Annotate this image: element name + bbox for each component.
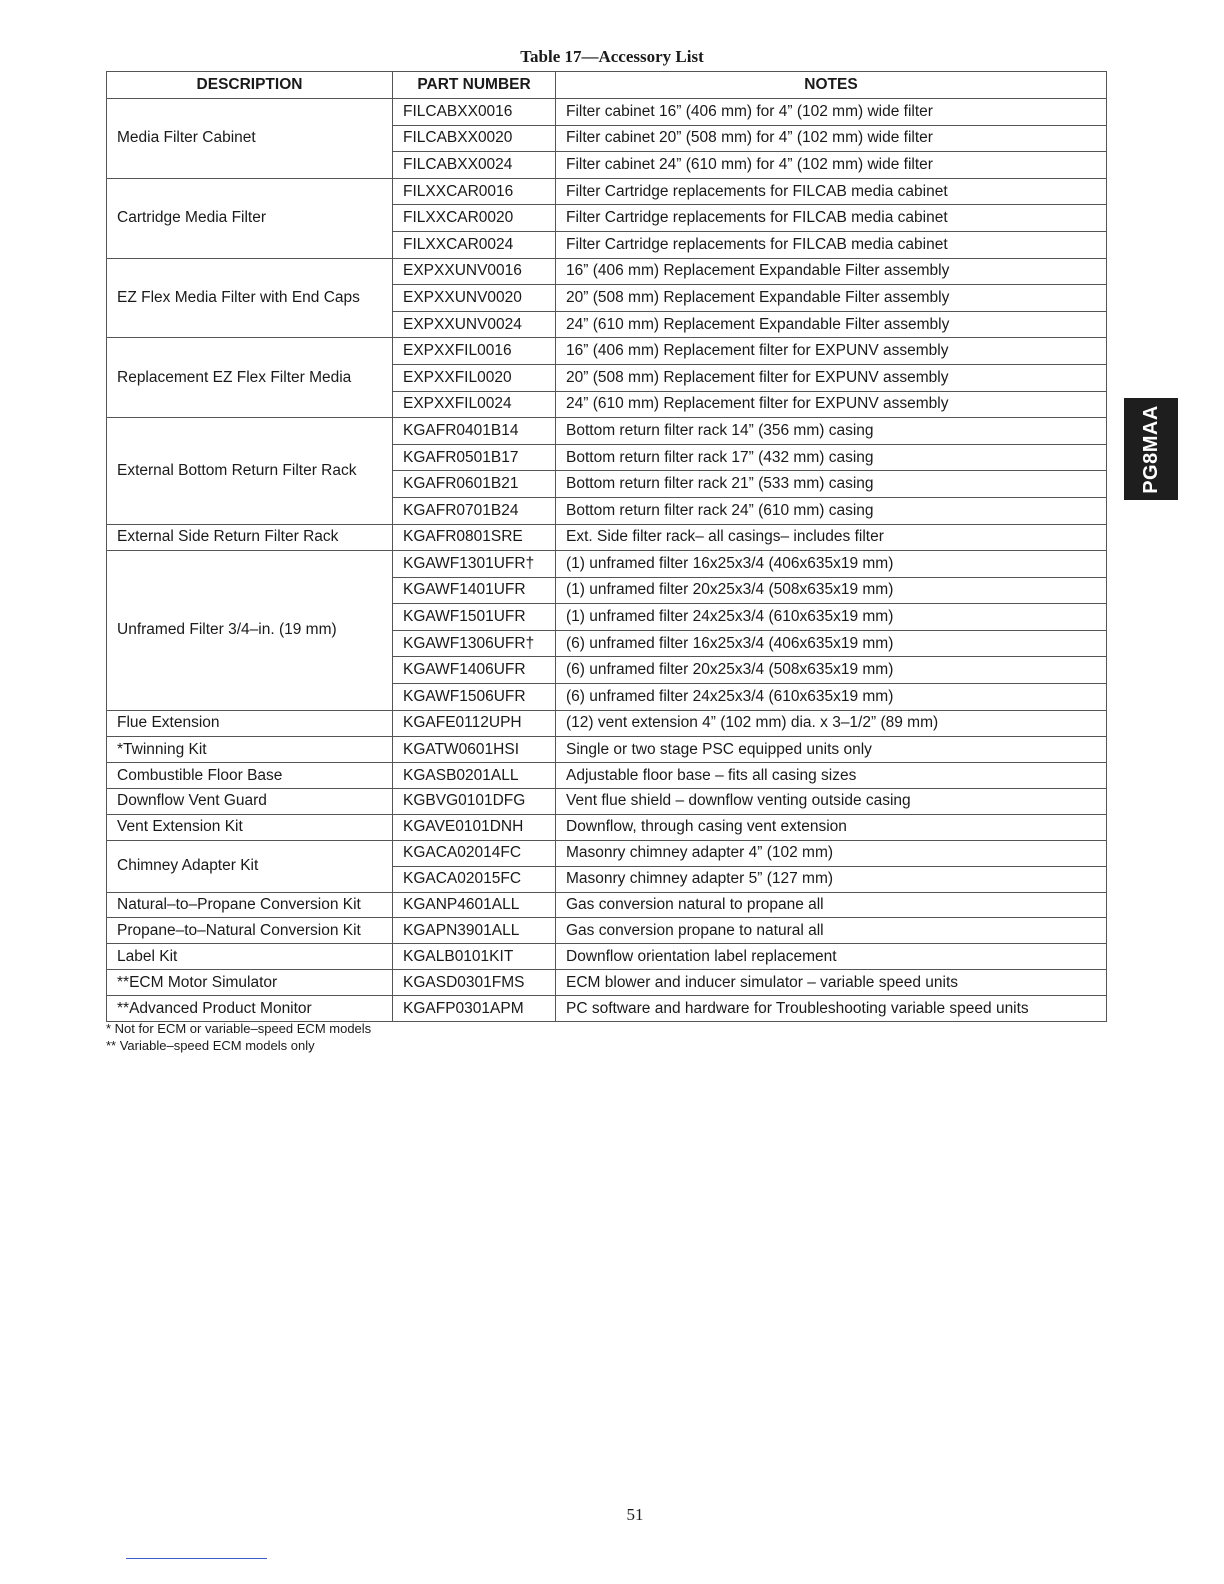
footer-rule [126, 1558, 267, 1559]
table-title: Table 17—Accessory List [520, 47, 704, 66]
notes-cell: Filter cabinet 16” (406 mm) for 4” (102 mm) wide filter [556, 99, 1107, 126]
table-row [107, 258, 1107, 285]
notes-cell: 20” (508 mm) Replacement Expandable Filter assembly [556, 285, 1107, 312]
footnote: ** Variable–speed ECM models only [106, 1038, 315, 1053]
part-number-cell: KGAWF1501UFR [393, 604, 556, 631]
notes-cell: Bottom return filter rack 14” (356 mm) casing [556, 418, 1107, 445]
notes-cell: (1) unframed filter 16x25x3/4 (406x635x19 mm) [556, 551, 1107, 578]
footnotes [106, 1020, 371, 1054]
description-cell: Unframed Filter 3/4–in. (19 mm) [107, 551, 393, 711]
page-number: 51 [626, 1505, 644, 1524]
description-cell: Replacement EZ Flex Filter Media [107, 338, 393, 418]
notes-cell: Vent flue shield – downflow venting outside casing [556, 789, 1107, 815]
notes-cell: (6) unframed filter 20x25x3/4 (508x635x19 mm) [556, 657, 1107, 684]
description-cell: EZ Flex Media Filter with End Caps [107, 258, 393, 338]
part-number-cell: EXPXXFIL0024 [393, 391, 556, 418]
table-row [107, 944, 1107, 970]
column-header-notes: NOTES [556, 72, 1107, 99]
table-row [107, 99, 1107, 126]
notes-cell: Adjustable floor base – fits all casing sizes [556, 763, 1107, 789]
table-row [107, 996, 1107, 1022]
table-row [107, 918, 1107, 944]
table-header [107, 72, 1107, 99]
description-cell: External Side Return Filter Rack [107, 524, 393, 551]
part-number-cell: KGAFE0112UPH [393, 710, 556, 737]
accessory-table [106, 71, 1107, 1022]
part-number-cell: FILCABXX0020 [393, 125, 556, 152]
header-row [107, 72, 1107, 99]
part-number-cell: KGATW0601HSI [393, 737, 556, 763]
notes-cell: Masonry chimney adapter 4” (102 mm) [556, 840, 1107, 866]
part-number-cell: KGAWF1506UFR [393, 684, 556, 711]
notes-cell: 24” (610 mm) Replacement Expandable Filter assembly [556, 311, 1107, 338]
description-cell: Flue Extension [107, 710, 393, 737]
description-cell: **Advanced Product Monitor [107, 996, 393, 1022]
table-row [107, 737, 1107, 763]
description-cell: Combustible Floor Base [107, 763, 393, 789]
footnote: * Not for ECM or variable–speed ECM models [106, 1021, 372, 1036]
description-cell: Chimney Adapter Kit [107, 840, 393, 892]
part-number-cell: KGAWF1401UFR [393, 577, 556, 604]
notes-cell: (1) unframed filter 24x25x3/4 (610x635x19 mm) [556, 604, 1107, 631]
part-number-cell: KGAFR0401B14 [393, 418, 556, 445]
column-header-description: DESCRIPTION [107, 72, 393, 99]
description-cell: Downflow Vent Guard [107, 789, 393, 815]
notes-cell: 24” (610 mm) Replacement filter for EXPUNV assembly [556, 391, 1107, 418]
part-number-cell: EXPXXUNV0020 [393, 285, 556, 312]
table-row [107, 789, 1107, 815]
description-cell: External Bottom Return Filter Rack [107, 418, 393, 524]
part-number-cell: FILCABXX0016 [393, 99, 556, 126]
table-row [107, 178, 1107, 205]
notes-cell: Filter Cartridge replacements for FILCAB media cabinet [556, 231, 1107, 258]
table-row [107, 710, 1107, 737]
description-cell: Natural–to–Propane Conversion Kit [107, 892, 393, 918]
notes-cell: (12) vent extension 4” (102 mm) dia. x 3–1/2” (89 mm) [556, 710, 1107, 737]
table-row [107, 814, 1107, 840]
notes-cell: 20” (508 mm) Replacement filter for EXPUNV assembly [556, 364, 1107, 391]
table-row [107, 551, 1107, 578]
table-row [107, 970, 1107, 996]
notes-cell: Filter cabinet 20” (508 mm) for 4” (102 mm) wide filter [556, 125, 1107, 152]
description-cell: Vent Extension Kit [107, 814, 393, 840]
part-number-cell: FILCABXX0024 [393, 152, 556, 179]
part-number-cell: KGBVG0101DFG [393, 789, 556, 815]
notes-cell: (6) unframed filter 16x25x3/4 (406x635x19 mm) [556, 630, 1107, 657]
notes-cell: Downflow, through casing vent extension [556, 814, 1107, 840]
part-number-cell: KGAFR0801SRE [393, 524, 556, 551]
notes-cell: (6) unframed filter 24x25x3/4 (610x635x19 mm) [556, 684, 1107, 711]
part-number-cell: KGAWF1306UFR† [393, 630, 556, 657]
notes-cell: PC software and hardware for Troubleshooting variable speed units [556, 996, 1107, 1022]
part-number-cell: EXPXXUNV0024 [393, 311, 556, 338]
notes-cell: Single or two stage PSC equipped units only [556, 737, 1107, 763]
section-tab-label: PG8MAA [1139, 404, 1162, 494]
table-row [107, 418, 1107, 445]
part-number-cell: KGASB0201ALL [393, 763, 556, 789]
table-row [107, 338, 1107, 365]
part-number-cell: KGACA02015FC [393, 866, 556, 892]
notes-cell: 16” (406 mm) Replacement Expandable Filter assembly [556, 258, 1107, 285]
part-number-cell: KGALB0101KIT [393, 944, 556, 970]
part-number-cell: KGAFR0601B21 [393, 471, 556, 498]
part-number-cell: KGAFR0701B24 [393, 497, 556, 524]
notes-cell: Filter Cartridge replacements for FILCAB media cabinet [556, 178, 1107, 205]
notes-cell: Bottom return filter rack 17” (432 mm) casing [556, 444, 1107, 471]
table-row [107, 840, 1107, 866]
part-number-cell: FILXXCAR0020 [393, 205, 556, 232]
table-row [107, 892, 1107, 918]
column-header-part-number: PART NUMBER [393, 72, 556, 99]
description-cell: Cartridge Media Filter [107, 178, 393, 258]
notes-cell: Bottom return filter rack 24” (610 mm) casing [556, 497, 1107, 524]
part-number-cell: KGASD0301FMS [393, 970, 556, 996]
notes-cell: Downflow orientation label replacement [556, 944, 1107, 970]
part-number-cell: KGAVE0101DNH [393, 814, 556, 840]
part-number-cell: EXPXXUNV0016 [393, 258, 556, 285]
part-number-cell: FILXXCAR0024 [393, 231, 556, 258]
part-number-cell: FILXXCAR0016 [393, 178, 556, 205]
part-number-cell: KGANP4601ALL [393, 892, 556, 918]
part-number-cell: KGAFR0501B17 [393, 444, 556, 471]
description-cell: **ECM Motor Simulator [107, 970, 393, 996]
description-cell: Propane–to–Natural Conversion Kit [107, 918, 393, 944]
part-number-cell: KGACA02014FC [393, 840, 556, 866]
notes-cell: (1) unframed filter 20x25x3/4 (508x635x19 mm) [556, 577, 1107, 604]
notes-cell: Gas conversion natural to propane all [556, 892, 1107, 918]
section-tab [1124, 398, 1178, 500]
notes-cell: Bottom return filter rack 21” (533 mm) casing [556, 471, 1107, 498]
part-number-cell: KGAFP0301APM [393, 996, 556, 1022]
part-number-cell: KGAPN3901ALL [393, 918, 556, 944]
part-number-cell: EXPXXFIL0020 [393, 364, 556, 391]
table-row [107, 763, 1107, 789]
part-number-cell: KGAWF1301UFR† [393, 551, 556, 578]
notes-cell: Masonry chimney adapter 5” (127 mm) [556, 866, 1107, 892]
notes-cell: ECM blower and inducer simulator – variable speed units [556, 970, 1107, 996]
notes-cell: 16” (406 mm) Replacement filter for EXPUNV assembly [556, 338, 1107, 365]
description-cell: Media Filter Cabinet [107, 99, 393, 179]
notes-cell: Filter cabinet 24” (610 mm) for 4” (102 mm) wide filter [556, 152, 1107, 179]
part-number-cell: KGAWF1406UFR [393, 657, 556, 684]
table-row [107, 524, 1107, 551]
notes-cell: Ext. Side filter rack– all casings– includes filter [556, 524, 1107, 551]
notes-cell: Filter Cartridge replacements for FILCAB media cabinet [556, 205, 1107, 232]
notes-cell: Gas conversion propane to natural all [556, 918, 1107, 944]
part-number-cell: EXPXXFIL0016 [393, 338, 556, 365]
table-body [107, 99, 1107, 1022]
description-cell: Label Kit [107, 944, 393, 970]
description-cell: *Twinning Kit [107, 737, 393, 763]
